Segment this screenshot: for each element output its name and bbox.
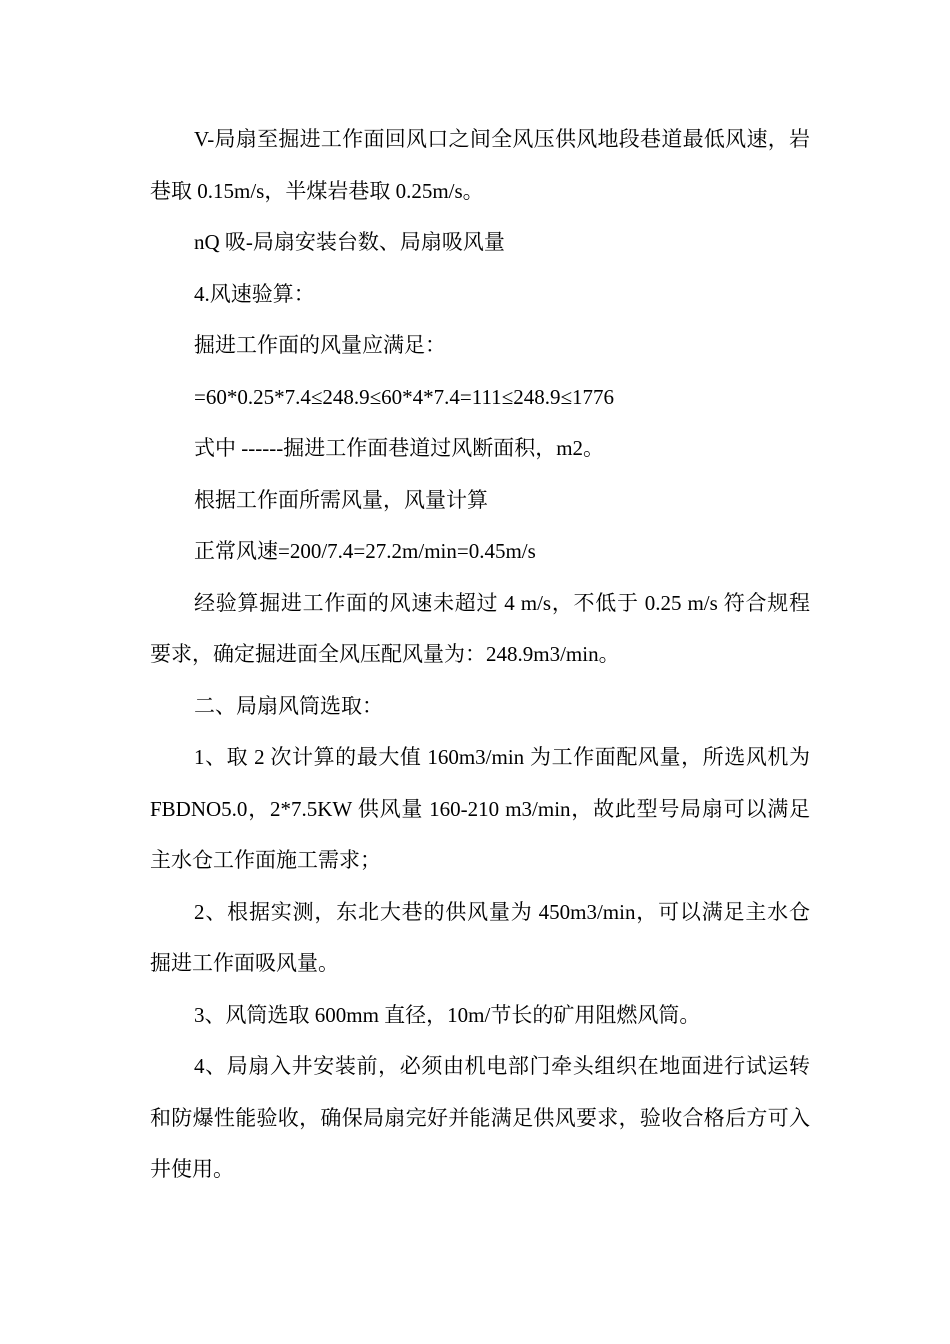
paragraph-verification-result: 经验算掘进工作面的风速未超过 4 m/s，不低于 0.25 m/s 符合规程要求，确定掘进面全风压配风量为：248.9m3/min。 (150, 590, 810, 666)
document-page (150, 114, 810, 1196)
paragraph-formula-note: 式中 ------掘进工作面巷道过风断面积，m2。 (194, 436, 605, 460)
paragraph-fan-count-definition: nQ 吸-局扇安装台数、局扇吸风量 (194, 230, 505, 254)
paragraph-air-volume-calc: 根据工作面所需风量，风量计算 (194, 487, 488, 512)
paragraph-air-volume-condition: 掘进工作面的风量应满足： (194, 333, 446, 357)
section-heading-wind-speed-check: 4.风速验算： (194, 281, 315, 306)
paragraph-wind-speed-definition: V-局扇至掘进工作面回风口之间全风压供风地段巷道最低风速，岩巷取 0.15m/s，半煤岩巷取 0.25m/s。 (150, 127, 810, 203)
formula-air-volume: =60*0.25*7.4≤248.9≤60*4*7.4=111≤248.9≤1776 (194, 384, 614, 409)
list-item-3: 3、风筒选取 600mm 直径，10m/节长的矿用阻燃风筒。 (194, 1002, 701, 1027)
list-item-1: 1、取 2 次计算的最大值 160m3/min 为工作面配风量，所选风机为 FBDNO5.0，2*7.5KW 供风量 160-210 m3/min，故此型号局扇可以满足主水仓工作面施工需求； (150, 745, 810, 872)
section-heading-duct-selection: 二、局扇风筒选取： (194, 693, 383, 718)
formula-normal-wind-speed: 正常风速=200/7.4=27.2m/min=0.45m/s (194, 539, 536, 563)
list-item-4: 4、局扇入井安装前，必须由机电部门牵头组织在地面进行试运转和防爆性能验收，确保局扇完好并能满足供风要求，验收合格后方可入井使用。 (150, 1054, 810, 1181)
list-item-2: 2、根据实测，东北大巷的供风量为 450m3/min，可以满足主水仓掘进工作面吸风量。 (150, 899, 810, 975)
